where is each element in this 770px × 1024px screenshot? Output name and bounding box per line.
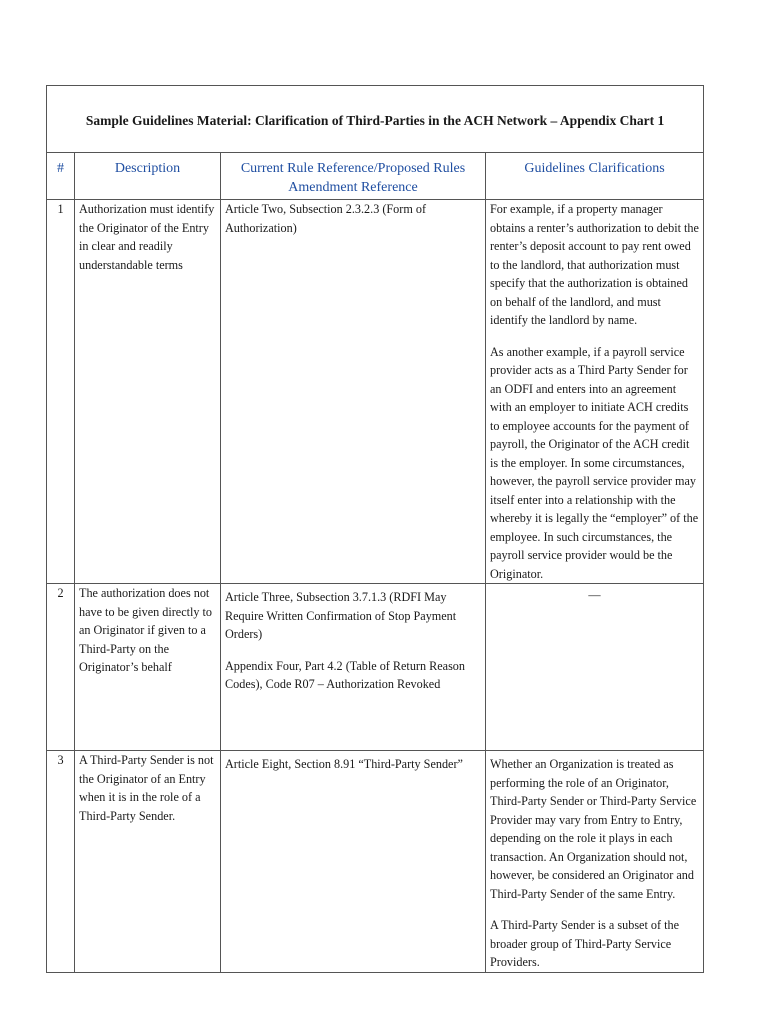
row-description: Authorization must identify the Originator of the Entry in clear and readily understandable terms <box>75 200 221 584</box>
table-row <box>47 200 704 584</box>
table-title: Sample Guidelines Material: Clarification of Third-Parties in the ACH Network – Appendix Chart 1 <box>47 86 704 153</box>
row-reference <box>221 200 486 584</box>
guidelines-table <box>46 85 704 973</box>
reference-text: Appendix Four, Part 4.2 (Table of Return Reason Codes), Code R07 – Authorization Revoked <box>225 658 465 691</box>
clarification-paragraph: For example, if a property manager obtains a renter’s authorization to debit the renter’s deposit account to pay rent owed to the landlord, that authorization must specify that the authorization is obtained on behalf of the landlord, and must identify the landlord by name. <box>490 202 699 327</box>
reference-text: Article Eight, Section 8.91 “Third-Party Sender” <box>225 757 463 771</box>
header-num: # <box>47 153 75 200</box>
row-clarifications <box>486 751 704 973</box>
clarification-paragraph: A Third-Party Sender is a subset of the broader group of Third-Party Service Providers. <box>490 918 679 969</box>
row-description: The authorization does not have to be given directly to an Originator if given to a Third-Party on the Originator’s behalf <box>75 584 221 751</box>
reference-text: Article Two, Subsection 2.3.2.3 (Form of Authorization) <box>225 202 427 235</box>
table-row <box>47 584 704 751</box>
row-clarifications <box>486 200 704 584</box>
clarification-paragraph: Whether an Organization is treated as performing the role of an Originator, Third-Party Sender or Third-Party Service Provider may vary from Entry to Entry, depending on the role it plays in each transaction. An Organization should not, however, be considered an Originator and Third-Party Sender of the same Entry. <box>490 757 697 901</box>
row-reference <box>221 751 486 973</box>
row-reference <box>221 584 486 751</box>
table-row <box>47 751 704 973</box>
header-description: Description <box>75 153 221 200</box>
header-clarifications: Guidelines Clarifications <box>486 153 704 200</box>
header-reference: Current Rule Reference/Proposed Rules Amendment Reference <box>221 153 486 200</box>
clarification-dash: — <box>588 588 601 602</box>
reference-text: Article Three, Subsection 3.7.1.3 (RDFI May Require Written Confirmation of Stop Payment Orders) <box>225 590 457 641</box>
row-number: 2 <box>47 584 75 751</box>
row-number: 3 <box>47 751 75 973</box>
header-row <box>47 153 704 200</box>
row-clarifications <box>486 584 704 751</box>
row-number: 1 <box>47 200 75 584</box>
clarification-paragraph: As another example, if a payroll service provider acts as a Third Party Sender for an ODFI and enters into an agreement with an employer to initiate ACH credits to employee accounts for the payment of payroll, the Originator of the ACH credit is the employer. In some circumstances, however, the payroll service provider may itself enter into a relationship with the whereby it is legally the “employer” of the employee. In such circumstances, the payroll service provider would be the Originator. <box>490 344 699 581</box>
row-description: A Third-Party Sender is not the Originator of an Entry when it is in the role of a Third-Party Sender. <box>75 751 221 973</box>
title-row <box>47 86 704 153</box>
